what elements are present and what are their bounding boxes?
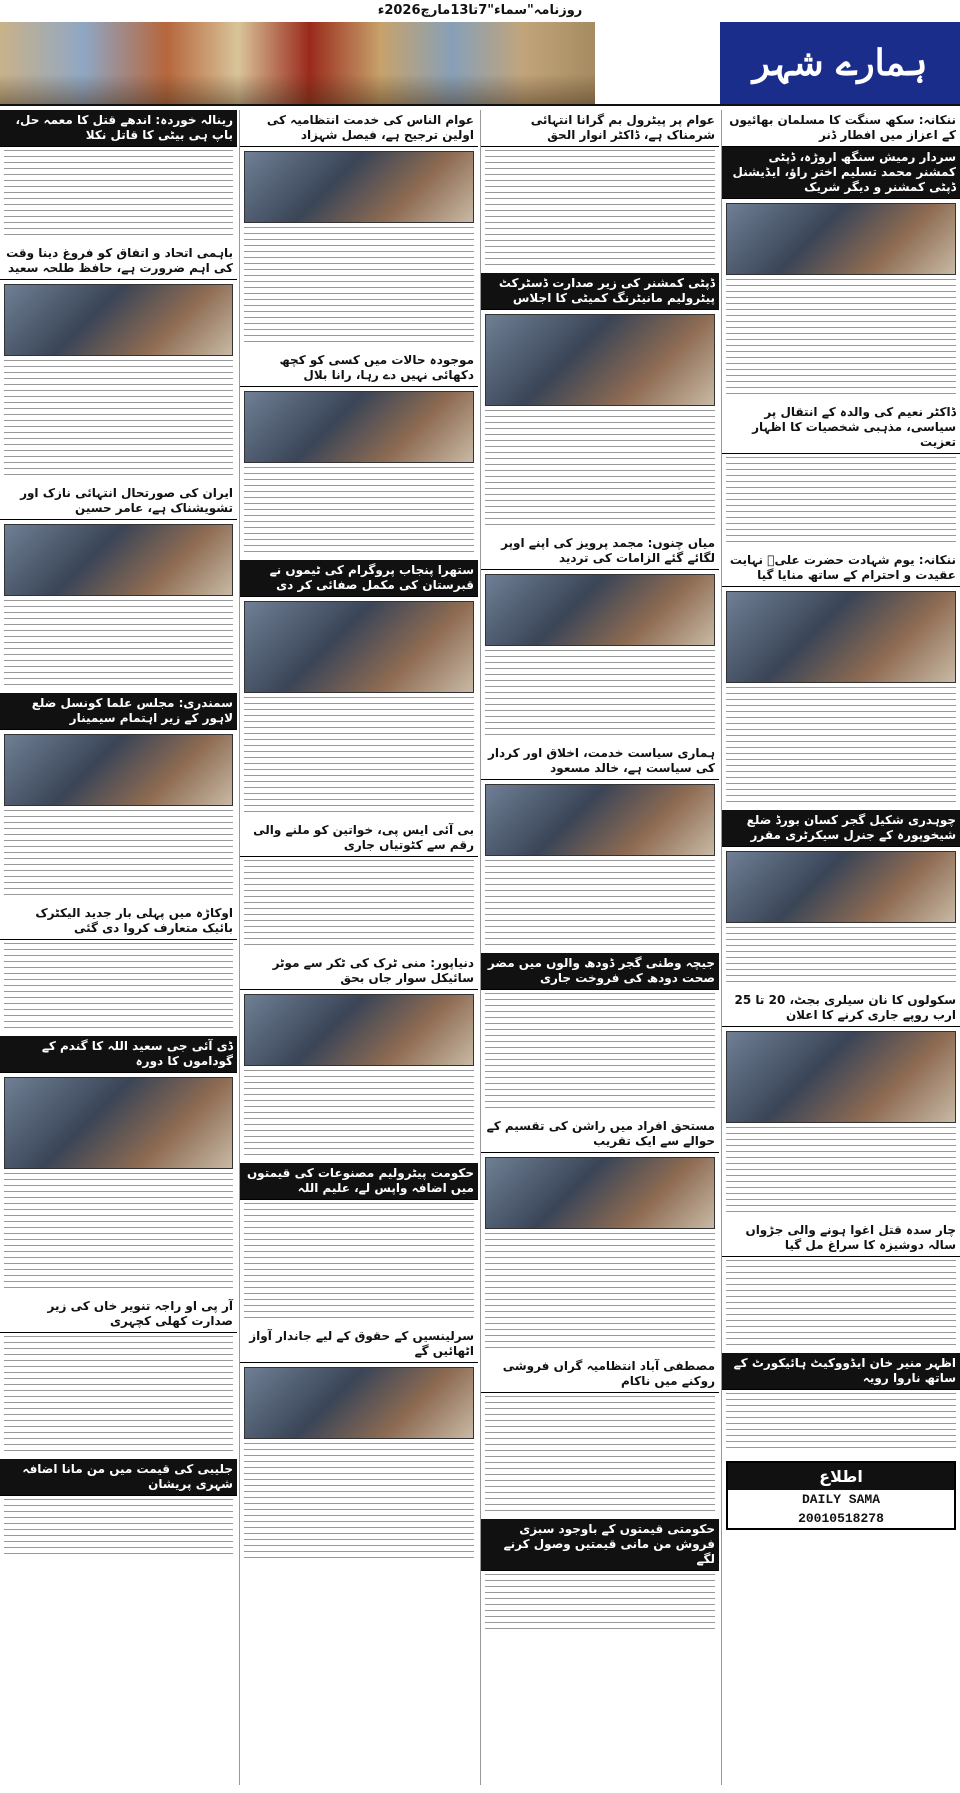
- article-body: [244, 1070, 474, 1160]
- headline: اظہر منیر خان ایڈووکیٹ ہائیکورٹ کے ساتھ ناروا رویہ: [722, 1353, 960, 1390]
- article-body: [244, 1203, 474, 1323]
- article-body: [244, 697, 474, 817]
- portrait-photo: [485, 574, 715, 646]
- headline: جلیبی کی قیمت میں من مانا اضافہ شہری پریشان: [0, 1459, 237, 1496]
- headline: ڈاکٹر نعیم کی والدہ کے انتقال پر سیاسی، مذہبی شخصیات کا اظہار تعزیت: [722, 402, 960, 454]
- headline: عوام پر پیٹرول بم گرانا انتہائی شرمناک ہے، ڈاکٹر انوار الحق: [481, 110, 719, 147]
- headline: آر پی او راجہ تنویر خاں کی زیر صدارت کھلی کچہری: [0, 1296, 237, 1333]
- notice-title: اطلاع: [728, 1463, 954, 1490]
- headline: حکومتی قیمتوں کے باوجود سبزی فروش من مانی قیمتیں وصول کرنے لگے: [481, 1519, 719, 1571]
- article-body: [726, 1260, 956, 1350]
- article-body: [244, 1443, 474, 1563]
- headline: دنیاپور: منی ٹرک کی ٹکر سے موٹر سائیکل سوار جاں بحق: [240, 953, 478, 990]
- article-body: [4, 600, 233, 690]
- article-body: [4, 1173, 233, 1293]
- accident-photo: [244, 994, 474, 1066]
- article-body: [485, 860, 715, 950]
- news-photo: [726, 203, 956, 275]
- headline: موجودہ حالات میں کسی کو کچھ دکھائی نہیں دے رہا، رانا بلال: [240, 350, 478, 387]
- headline: جیچہ وطنی گجر ڈودھ والوں میں مضر صحت دودھ کی فروخت جاری: [481, 953, 719, 990]
- column-3: [239, 110, 478, 1785]
- headline: ہماری سیاست خدمت، اخلاق اور کردار کی سیاست ہے، خالد مسعود: [481, 743, 719, 780]
- article-body: [244, 860, 474, 950]
- office-photo: [244, 1367, 474, 1439]
- article-body: [485, 650, 715, 740]
- headline: مصطفی آباد انتظامیہ گراں فروشی روکنے میں ناکام: [481, 1356, 719, 1393]
- article-body: [726, 1127, 956, 1217]
- headline: میاں چنوں: مجمد پرویز کی اپنے اوپر لگائے گئے الزامات کی تردید: [481, 533, 719, 570]
- article-body: [485, 410, 715, 530]
- headline: ڈی آئی جی سعید اللہ کا گندم کے گوداموں کا دورہ: [0, 1036, 237, 1073]
- section-banner: [0, 22, 960, 106]
- headline: ننکانہ: سکھ سنگت کا مسلمان بھائیوں کے اعزاز میں افطار ڈنر: [722, 110, 960, 147]
- article-body: [485, 150, 715, 270]
- article-body: [726, 279, 956, 399]
- portrait-photo: [726, 851, 956, 923]
- headline: مستحق افراد میں راشن کی تقسیم کے حوالے سے ایک تقریب: [481, 1116, 719, 1153]
- headline: ننکانہ: یوم شہادت حضرت علیؓ نہایت عقیدت و احترام کے ساتھ منایا گیا: [722, 550, 960, 587]
- headline: حکومت پیٹرولیم مصنوعات کی قیمتوں میں اضافہ واپس لے، علیم اللہ: [240, 1163, 478, 1200]
- article-body: [244, 467, 474, 557]
- article-body: [4, 1499, 233, 1559]
- news-photo: [726, 591, 956, 683]
- headline: چوہدری شکیل گجر کسان بورڈ ضلع شیخوپورہ کے جنرل سیکرٹری مقرر: [722, 810, 960, 847]
- article-body: [4, 1336, 233, 1456]
- headline: باہمی اتحاد و اتفاق کو فروغ دینا وقت کی اہم ضرورت ہے، حافظ طلحہ سعید: [0, 243, 237, 280]
- article-body: [4, 943, 233, 1033]
- article-body: [726, 457, 956, 547]
- portrait-photo: [244, 391, 474, 463]
- article-body: [485, 1396, 715, 1516]
- cleanup-photo: [244, 601, 474, 693]
- seminar-photo: [4, 734, 233, 806]
- notice-box: [726, 1461, 956, 1530]
- article-body: [4, 360, 233, 480]
- headline: بی آئی ایس پی، خواتین کو ملنے والی رقم سے کٹوتیاں جاری: [240, 820, 478, 857]
- column-1: [721, 110, 960, 1785]
- headline: رینالہ خوردہ: اندھے قتل کا معمہ حل، باپ ہی بیٹی کا قاتل نکلا: [0, 110, 237, 147]
- headline: عوام الناس کی خدمت انتظامیہ کی اولین ترجیح ہے، فیصل شہزاد: [240, 110, 478, 147]
- meeting-photo: [485, 314, 715, 406]
- event-photo: [485, 1157, 715, 1229]
- article-body: [726, 1393, 956, 1453]
- headline: سمندری: مجلس علما کونسل ضلع لاہور کے زیر اہتمام سیمینار: [0, 693, 237, 730]
- article-body: [726, 687, 956, 807]
- sub-headline: سردار رمیش سنگھ اروڑہ، ڈپٹی کمشنر محمد تسلیم اختر راؤ، ایڈیشنل ڈپٹی کمشنر و دیگر شریک: [722, 147, 960, 199]
- section-title-box: [720, 22, 960, 104]
- headline: سرلینسیں کے حقوق کے لیے جاندار آواز اٹھائیں گے: [240, 1326, 478, 1363]
- headline: ستھرا پنجاب پروگرام کی ٹیموں نے قبرستان کی مکمل صفائی کر دی: [240, 560, 478, 597]
- warehouse-visit-photo: [4, 1077, 233, 1169]
- portrait-photo: [4, 524, 233, 596]
- headline: ڈپٹی کمشنر کی زیر صدارت ڈسٹرکٹ پیٹرولیم مانیٹرنگ کمیٹی کا اجلاس: [481, 273, 719, 310]
- column-2: [480, 110, 719, 1785]
- article-body: [485, 993, 715, 1113]
- city-landmarks-photo-strip: [0, 22, 595, 104]
- article-body: [485, 1574, 715, 1634]
- article-body: [244, 227, 474, 347]
- column-4: [0, 110, 237, 1785]
- article-body: [4, 150, 233, 240]
- event-photo: [485, 784, 715, 856]
- section-title: ہمارے شہر: [752, 42, 928, 84]
- dateline: روزنامہ"سماء"7تا13مارچ2026ء: [0, 0, 960, 23]
- article-body: [4, 810, 233, 900]
- headline: ایران کی صورتحال انتہائی نازک اور تشویشناک ہے، عامر حسین: [0, 483, 237, 520]
- portraits-photo: [4, 284, 233, 356]
- article-body: [485, 1233, 715, 1353]
- news-photo: [726, 1031, 956, 1123]
- article-body: [726, 927, 956, 987]
- group-photo: [244, 151, 474, 223]
- headline: اوکاڑہ میں پہلی بار جدید الیکٹرک بائیک متعارف کروا دی گئی: [0, 903, 237, 940]
- notice-paper-name: DAILY SAMA: [801, 1492, 880, 1507]
- headline: چار سدہ قتل اغوا ہونے والی جڑواں سالہ دوشیزہ کا سراغ مل گیا: [722, 1220, 960, 1257]
- notice-phone: 20010518278: [798, 1511, 884, 1526]
- headline: سکولوں کا نان سیلری بجٹ، 20 تا 25 ارب روپے جاری کرنے کا اعلان: [722, 990, 960, 1027]
